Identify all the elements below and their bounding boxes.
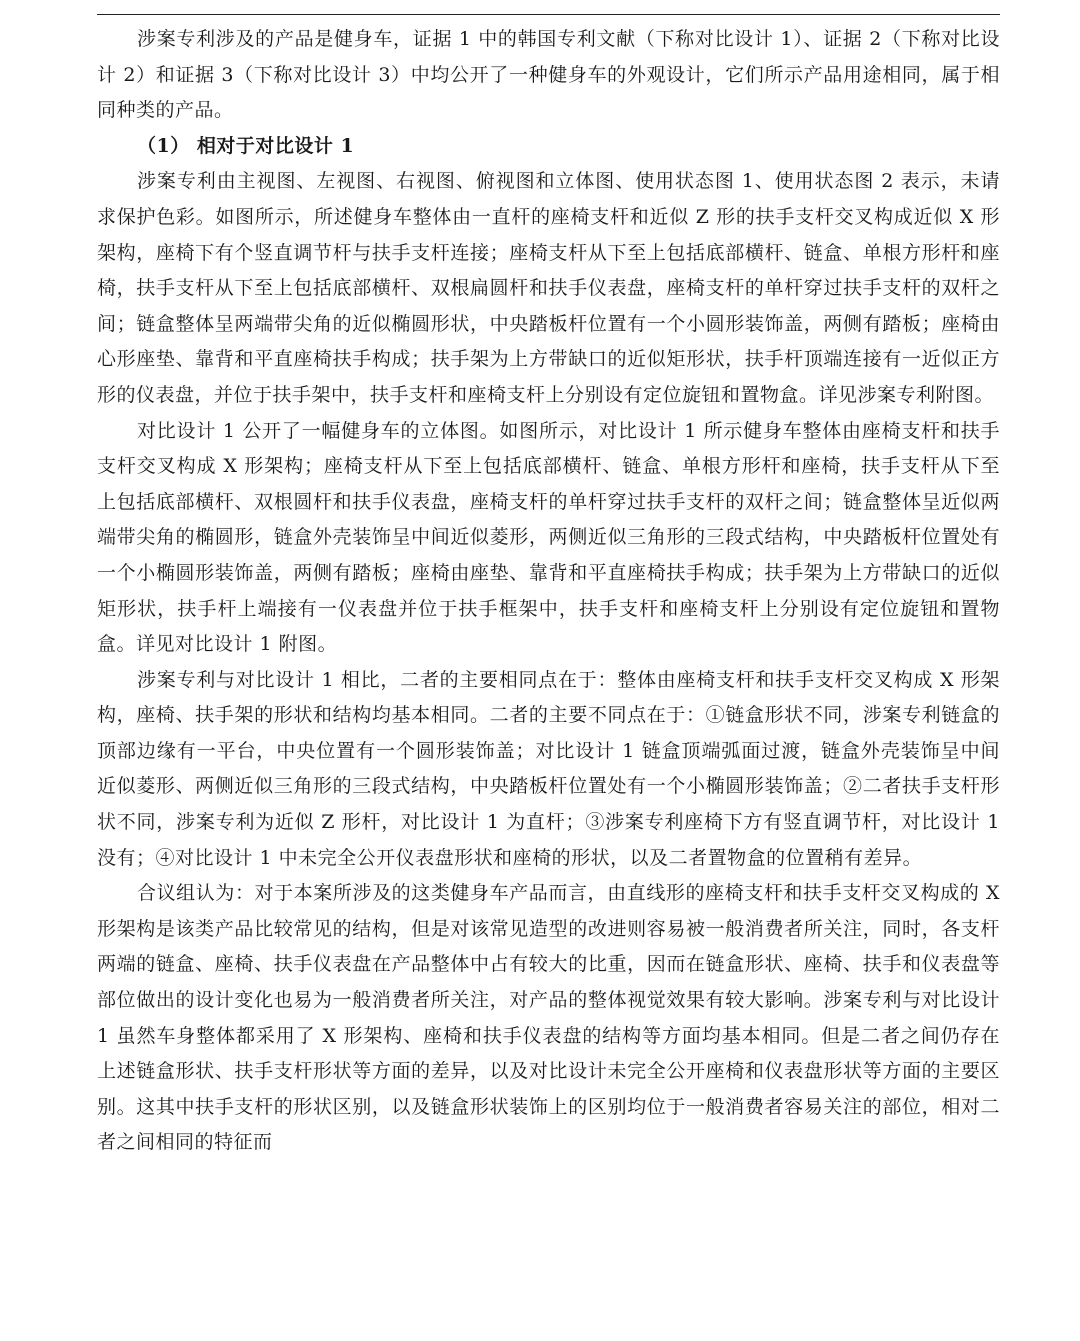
header-rule — [97, 14, 1000, 15]
paragraph-differences: 涉案专利与对比设计 1 相比，二者的主要相同点在于：整体由座椅支杆和扶手支杆交叉构成 X 形架构，座椅、扶手架的形状和结构均基本相同。二者的主要不同点在于：①链盒形状不同，涉案专利链盒的顶部边缘有一平台，中央位置有一个圆形装饰盖；对比设计 1 链盒顶端弧面过渡，链盒外壳装饰呈中间近似菱形、两侧近似三角形的三段式结构，中央踏板杆位置处有一个小椭圆形装饰盖；②二者扶手支杆形状不同，涉案专利为近似 Z 形杆，对比设计 1 为直杆；③涉案专利座椅下方有竖直调节杆，对比设计 1 没有；④对比设计 1 中未完全公开仪表盘形状和座椅的形状，以及二者置物盒的位置稍有差异。 — [97, 668, 1000, 869]
section-heading: （1） 相对于对比设计 1 — [137, 134, 355, 157]
paragraph-patent-description: 涉案专利由主视图、左视图、右视图、俯视图和立体图、使用状态图 1、使用状态图 2 表示，未请求保护色彩。如图所示，所述健身车整体由一直杆的座椅支杆和近似 Z 形的扶手支杆交叉构成近似 X 形架构，座椅下有个竖直调节杆与扶手支杆连接；座椅支杆从下至上包括底部横杆、链盒、单根方形杆和座椅，扶手支杆从下至上包括底部横杆、双根扁圆杆和扶手仪表盘，座椅支杆的单杆穿过扶手支杆的双杆之间；链盒整体呈两端带尖角的近似椭圆形状，中央踏板杆位置有一个小圆形装饰盖，两侧有踏板；座椅由心形座垫、靠背和平直座椅扶手构成；扶手架为上方带缺口的近似矩形状，扶手杆顶端连接有一近似正方形的仪表盘，并位于扶手架中，扶手支杆和座椅支杆上分别设有定位旋钮和置物盒。详见涉案专利附图。 — [97, 170, 1000, 406]
document-body — [97, 22, 1000, 1161]
paragraph-intro: 涉案专利涉及的产品是健身车，证据 1 中的韩国专利文献（下称对比设计 1）、证据 2（下称对比设计 2）和证据 3（下称对比设计 3）中均公开了一种健身车的外观设计，它们所示产品用途相同，属于相同种类的产品。 — [97, 28, 1000, 122]
paragraph-comparison-design: 对比设计 1 公开了一幅健身车的立体图。如图所示，对比设计 1 所示健身车整体由座椅支杆和扶手支杆交叉构成 X 形架构；座椅支杆从下至上包括底部横杆、链盒、单根方形杆和座椅，扶手支杆从下至上包括底部横杆、双根圆杆和扶手仪表盘，座椅支杆的单杆穿过扶手支杆的双杆之间；链盒整体呈近似两端带尖角的椭圆形，链盒外壳装饰呈中间近似菱形，两侧近似三角形的三段式结构，中央踏板杆位置处有一个小椭圆形装饰盖，两侧有踏板；座椅由座垫、靠背和平直座椅扶手构成；扶手架为上方带缺口的近似矩形状，扶手杆上端接有一仪表盘并位于扶手框架中，扶手支杆和座椅支杆上分别设有定位旋钮和置物盒。详见对比设计 1 附图。 — [97, 419, 1000, 656]
paragraph-panel-opinion: 合议组认为：对于本案所涉及的这类健身车产品而言，由直线形的座椅支杆和扶手支杆交叉构成的 X 形架构是该类产品比较常见的结构，但是对该常见造型的改进则容易被一般消费者所关注，同时，各支杆两端的链盒、座椅、扶手仪表盘在产品整体中占有较大的比重，因而在链盒形状、座椅、扶手和仪表盘等部位做出的设计变化也易为一般消费者所关注，对产品的整体视觉效果有较大影响。涉案专利与对比设计 1 虽然车身整体都采用了 X 形架构、座椅和扶手仪表盘的结构等方面均基本相同。但是二者之间仍存在上述链盒形状、扶手支杆形状等方面的差异，以及对比设计未完全公开座椅和仪表盘形状等方面的主要区别。这其中扶手支杆的形状区别，以及链盒形状装饰上的区别均位于一般消费者容易关注的部位，相对二者之间相同的特征而 — [97, 882, 1000, 1154]
